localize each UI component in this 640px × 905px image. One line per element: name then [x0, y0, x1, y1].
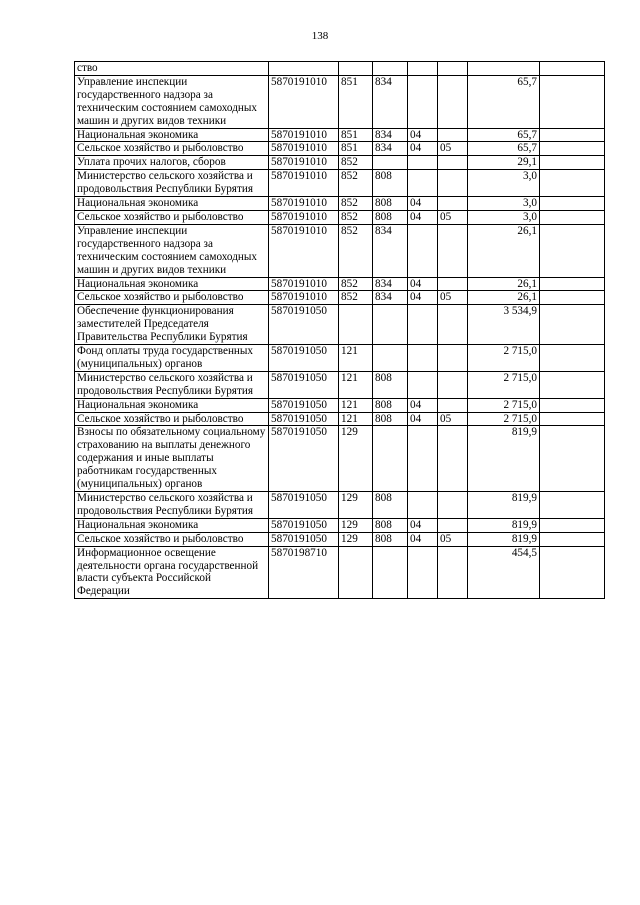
extra-cell [540, 371, 605, 398]
page-number: 138 [311, 30, 329, 42]
expense-type-cell: 129 [339, 492, 373, 519]
target-code-cell: 5870191010 [269, 197, 339, 211]
extra-cell [540, 291, 605, 305]
expense-type-cell: 852 [339, 291, 373, 305]
extra-cell [540, 197, 605, 211]
table-row [75, 75, 605, 128]
budget-table [74, 61, 605, 599]
table-row [75, 291, 605, 305]
row-name-cell: Министерство сельского хозяйства и продовольствия Республики Бурятия [75, 170, 269, 197]
subsection-cell: 05 [438, 210, 468, 224]
row-name-cell: Информационное освещение деятельности органа государственной власти субъекта Российской Федерации [75, 546, 269, 599]
subsection-cell [438, 371, 468, 398]
table-row [75, 426, 605, 492]
row-name-cell: Национальная экономика [75, 128, 269, 142]
section-cell [408, 492, 438, 519]
row-name-cell: Сельское хозяйство и рыболовство [75, 532, 269, 546]
row-name-cell: Национальная экономика [75, 398, 269, 412]
ministry-code-cell: 808 [373, 197, 408, 211]
row-name-cell: Обеспечение функционирования заместителей Председателя Правительства Республики Бурятия [75, 305, 269, 345]
subsection-cell [438, 197, 468, 211]
section-cell: 04 [408, 291, 438, 305]
amount-cell: 454,5 [468, 546, 540, 599]
table-row [75, 412, 605, 426]
table-row [75, 546, 605, 599]
expense-type-cell: 852 [339, 197, 373, 211]
table-row [75, 156, 605, 170]
row-name-cell: Уплата прочих налогов, сборов [75, 156, 269, 170]
section-cell: 04 [408, 210, 438, 224]
row-name-cell: Управление инспекции государственного надзора за техническим состоянием самоходных машин и других видов техники [75, 224, 269, 277]
expense-type-cell: 851 [339, 142, 373, 156]
row-name-cell: Министерство сельского хозяйства и продовольствия Республики Бурятия [75, 371, 269, 398]
expense-type-cell: 852 [339, 224, 373, 277]
section-cell: 04 [408, 128, 438, 142]
ministry-code-cell: 808 [373, 170, 408, 197]
target-code-cell: 5870191010 [269, 128, 339, 142]
section-cell: 04 [408, 518, 438, 532]
amount-cell: 2 715,0 [468, 371, 540, 398]
subsection-cell [438, 345, 468, 372]
amount-cell [468, 62, 540, 76]
row-name-cell: Фонд оплаты труда государственных (муниципальных) органов [75, 345, 269, 372]
expense-type-cell: 121 [339, 345, 373, 372]
subsection-cell [438, 128, 468, 142]
expense-type-cell: 121 [339, 371, 373, 398]
subsection-cell: 05 [438, 412, 468, 426]
target-code-cell: 5870191050 [269, 412, 339, 426]
table-row [75, 197, 605, 211]
row-name-cell: Взносы по обязательному социальному страхованию на выплаты денежного содержания и иные выплаты работникам государственных (муниципальных) органов [75, 426, 269, 492]
subsection-cell [438, 305, 468, 345]
amount-cell: 819,9 [468, 426, 540, 492]
section-cell: 04 [408, 142, 438, 156]
ministry-code-cell: 808 [373, 371, 408, 398]
amount-cell: 3 534,9 [468, 305, 540, 345]
subsection-cell [438, 426, 468, 492]
subsection-cell: 05 [438, 291, 468, 305]
ministry-code-cell: 808 [373, 412, 408, 426]
target-code-cell: 5870191050 [269, 345, 339, 372]
extra-cell [540, 398, 605, 412]
subsection-cell [438, 170, 468, 197]
target-code-cell: 5870191010 [269, 224, 339, 277]
target-code-cell: 5870191010 [269, 277, 339, 291]
target-code-cell [269, 62, 339, 76]
subsection-cell [438, 492, 468, 519]
row-name-cell: Сельское хозяйство и рыболовство [75, 142, 269, 156]
extra-cell [540, 492, 605, 519]
section-cell [408, 224, 438, 277]
section-cell [408, 546, 438, 599]
extra-cell [540, 546, 605, 599]
ministry-code-cell [373, 546, 408, 599]
subsection-cell [438, 518, 468, 532]
subsection-cell [438, 546, 468, 599]
section-cell [408, 371, 438, 398]
expense-type-cell: 851 [339, 75, 373, 128]
amount-cell: 819,9 [468, 532, 540, 546]
section-cell: 04 [408, 398, 438, 412]
target-code-cell: 5870191050 [269, 305, 339, 345]
ministry-code-cell: 834 [373, 224, 408, 277]
section-cell: 04 [408, 277, 438, 291]
section-cell [408, 62, 438, 76]
row-name-cell: Сельское хозяйство и рыболовство [75, 210, 269, 224]
ministry-code-cell [373, 62, 408, 76]
target-code-cell: 5870191050 [269, 398, 339, 412]
table-row [75, 518, 605, 532]
table-row [75, 277, 605, 291]
amount-cell: 26,1 [468, 224, 540, 277]
target-code-cell: 5870191050 [269, 492, 339, 519]
extra-cell [540, 75, 605, 128]
subsection-cell [438, 75, 468, 128]
extra-cell [540, 518, 605, 532]
ministry-code-cell: 808 [373, 398, 408, 412]
expense-type-cell: 129 [339, 518, 373, 532]
expense-type-cell: 852 [339, 156, 373, 170]
expense-type-cell [339, 305, 373, 345]
row-name-cell: Национальная экономика [75, 518, 269, 532]
extra-cell [540, 305, 605, 345]
row-name-cell: Управление инспекции государственного надзора за техническим состоянием самоходных машин и других видов техники [75, 75, 269, 128]
subsection-cell: 05 [438, 532, 468, 546]
ministry-code-cell [373, 345, 408, 372]
table-row [75, 210, 605, 224]
amount-cell: 26,1 [468, 277, 540, 291]
expense-type-cell: 121 [339, 398, 373, 412]
ministry-code-cell [373, 305, 408, 345]
table-row [75, 142, 605, 156]
amount-cell: 2 715,0 [468, 412, 540, 426]
target-code-cell: 5870191010 [269, 291, 339, 305]
table-row [75, 128, 605, 142]
section-cell: 04 [408, 197, 438, 211]
subsection-cell: 05 [438, 142, 468, 156]
row-name-cell: Национальная экономика [75, 197, 269, 211]
extra-cell [540, 532, 605, 546]
ministry-code-cell: 834 [373, 142, 408, 156]
target-code-cell: 5870191010 [269, 170, 339, 197]
ministry-code-cell: 808 [373, 532, 408, 546]
target-code-cell: 5870191050 [269, 518, 339, 532]
amount-cell: 65,7 [468, 128, 540, 142]
section-cell [408, 426, 438, 492]
amount-cell: 65,7 [468, 142, 540, 156]
expense-type-cell: 129 [339, 426, 373, 492]
target-code-cell: 5870191050 [269, 532, 339, 546]
ministry-code-cell: 808 [373, 518, 408, 532]
table-row [75, 532, 605, 546]
subsection-cell [438, 62, 468, 76]
table-row [75, 305, 605, 345]
subsection-cell [438, 224, 468, 277]
table-row [75, 345, 605, 372]
ministry-code-cell: 808 [373, 210, 408, 224]
row-name-cell: Сельское хозяйство и рыболовство [75, 412, 269, 426]
amount-cell: 26,1 [468, 291, 540, 305]
target-code-cell: 5870191050 [269, 426, 339, 492]
table-row [75, 398, 605, 412]
ministry-code-cell: 834 [373, 277, 408, 291]
expense-type-cell: 852 [339, 277, 373, 291]
extra-cell [540, 62, 605, 76]
extra-cell [540, 142, 605, 156]
extra-cell [540, 426, 605, 492]
expense-type-cell [339, 62, 373, 76]
table-row [75, 224, 605, 277]
amount-cell: 3,0 [468, 197, 540, 211]
extra-cell [540, 277, 605, 291]
amount-cell: 2 715,0 [468, 398, 540, 412]
target-code-cell: 5870191010 [269, 210, 339, 224]
target-code-cell: 5870191050 [269, 371, 339, 398]
ministry-code-cell: 834 [373, 291, 408, 305]
subsection-cell [438, 156, 468, 170]
table-row [75, 62, 605, 76]
amount-cell: 29,1 [468, 156, 540, 170]
table-row [75, 170, 605, 197]
extra-cell [540, 170, 605, 197]
amount-cell: 819,9 [468, 518, 540, 532]
ministry-code-cell: 808 [373, 492, 408, 519]
amount-cell: 819,9 [468, 492, 540, 519]
extra-cell [540, 345, 605, 372]
row-name-cell: ство [75, 62, 269, 76]
target-code-cell: 5870191010 [269, 142, 339, 156]
extra-cell [540, 128, 605, 142]
table-body [75, 62, 605, 599]
table-row [75, 492, 605, 519]
subsection-cell [438, 277, 468, 291]
section-cell [408, 156, 438, 170]
target-code-cell: 5870191010 [269, 156, 339, 170]
amount-cell: 3,0 [468, 210, 540, 224]
ministry-code-cell: 834 [373, 75, 408, 128]
expense-type-cell: 121 [339, 412, 373, 426]
row-name-cell: Сельское хозяйство и рыболовство [75, 291, 269, 305]
expense-type-cell: 851 [339, 128, 373, 142]
row-name-cell: Национальная экономика [75, 277, 269, 291]
section-cell [408, 75, 438, 128]
extra-cell [540, 210, 605, 224]
table-row [75, 371, 605, 398]
expense-type-cell [339, 546, 373, 599]
amount-cell: 2 715,0 [468, 345, 540, 372]
extra-cell [540, 224, 605, 277]
section-cell: 04 [408, 412, 438, 426]
section-cell [408, 305, 438, 345]
section-cell [408, 345, 438, 372]
target-code-cell: 5870191010 [269, 75, 339, 128]
expense-type-cell: 852 [339, 170, 373, 197]
amount-cell: 3,0 [468, 170, 540, 197]
amount-cell: 65,7 [468, 75, 540, 128]
subsection-cell [438, 398, 468, 412]
section-cell [408, 170, 438, 197]
extra-cell [540, 412, 605, 426]
extra-cell [540, 156, 605, 170]
row-name-cell: Министерство сельского хозяйства и продовольствия Республики Бурятия [75, 492, 269, 519]
section-cell: 04 [408, 532, 438, 546]
ministry-code-cell [373, 156, 408, 170]
target-code-cell: 5870198710 [269, 546, 339, 599]
ministry-code-cell [373, 426, 408, 492]
ministry-code-cell: 834 [373, 128, 408, 142]
expense-type-cell: 852 [339, 210, 373, 224]
expense-type-cell: 129 [339, 532, 373, 546]
